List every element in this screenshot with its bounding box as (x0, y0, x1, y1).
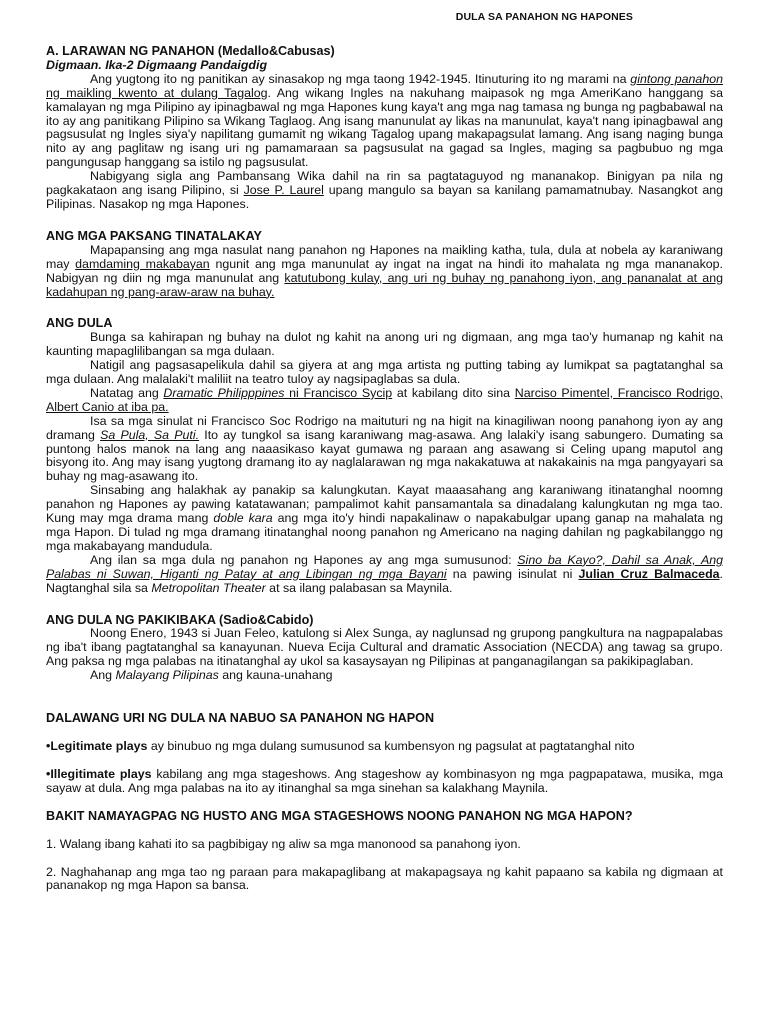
section-heading-larawan: A. LARAWAN NG PANAHON (Medallo&Cabusas) (46, 44, 335, 58)
term-illegitimate-plays: Illegitimate plays (50, 766, 152, 781)
text-run: at sa ilang palabasan sa Maynila. (265, 580, 453, 595)
term-legitimate-plays: Legitimate plays (50, 738, 148, 753)
underline-maikling-kwento: ng maikling kwento at dulang Tagalog (46, 85, 268, 100)
emphasis-gintong-panahon: gintong panahon (630, 71, 723, 86)
text-run: Isa sa mga sinulat ni Francisco Soc Rodrigo na maituturi ng na higit na kinagiliwan noong panahong iyon ay ang dramang (46, 413, 723, 442)
text-run: Ang yugtong ito ng panitikan ay sinasakop ng mga taong 1942-1945. Itinuturing ito ng marami na (90, 71, 631, 86)
text-run: Sinsabing ang halakhak ay panakip sa kalungkutan. Kayat maaasahang ang karaniwang itinatanghal noomng panahon ng Hapones ay pawing katatawanan; pampalimot kahit pansamantala sa dinadalang kalungkutan ng mga tao. Kung may mga drama mang (46, 483, 723, 526)
text-run: ang mga ito'y hindi napakalinaw o napakabulgar upang ganap na mahalata ng mga Hapon. Di tulad ng mga dramang itinatanghal noong panahon ng Americano na naging dahilan ng pagkabilanggo ng mga makabayang mandudula. (46, 511, 723, 553)
text-run: ngunit ang mga manunulat ay ingat na ingat na hindi ito mahalata ng mga mananakop. Nabigyan ng diin ng mga manunulat ang (46, 256, 723, 285)
list-item-legitimate (46, 740, 723, 754)
emphasis-doble-kara: doble kara (213, 511, 273, 526)
paragraph-dula-3 (46, 387, 723, 415)
text-run: . Ang wikang Ingles na nakuhang maipasok ng mga AmeriKano hanggang sa kamalayan ng mga Pilipino ay ipinagbawal ng mga Hapones kung kaya't ang mga nag tamasa ng bunga ng pagbabawal na ito ay ang panitikang Pilipino sa Wikang Taglaog. Ang isang manunulat ay likas na manunulat, kaya't nang ipinagbawal ang pagsusulat ng Ingles siya'y napilitang gumamit ng wikang Tagalog upang makapagsulat lamang. Ang isang naging bunga nito ay ang paglitaw ng isang uri ng pamamaraan sa pagsusulat na gagad sa Ingles, maging sa pagbubuo ng mga pangungusap hanggang sa istilo ng pagsusulat. (46, 85, 723, 170)
paragraph-dula-5 (46, 484, 723, 554)
document-body (46, 45, 723, 893)
section-heading-pakikibaka: ANG DULA NG PAKIKIBAKA (Sadio&Cabido) (46, 612, 314, 627)
paragraph-larawan-1 (46, 73, 723, 170)
list-item-reason-1: 1. Walang ibang kahati ito sa pagbibigay ng aliw sa mga manonood sa panahong iyon. (46, 836, 521, 851)
text-run: . Nagtanghal sila sa (46, 566, 723, 595)
text-run: upang mangulo sa bayan sa kanilang pamamatnubay. Nasangkot ang Pilipinas. Nasakop ng mga Hapones. (46, 183, 723, 211)
list-item-reason-2: 2. Naghahanap ang mga tao ng paraan para makapaglibang at makapagsaya ng kahit papaano sa kabila ng digmaan at pananakop ng mga Hapon sa bansa. (46, 864, 723, 893)
section-heading-bakit: BAKIT NAMAYAGPAG NG HUSTO ANG MGA STAGESHOWS NOONG PANAHON NG MGA HAPON? (46, 808, 633, 823)
title-sa-pula-sa-puti: Sa Pula, Sa Puti. (100, 427, 200, 442)
text-run: ay binubuo ng mga dulang sumusunod sa kumbensyon ng pagsulat at pagtatanghal nito (147, 738, 635, 753)
title-malayang-pilipinas: Malayang Pilipinas (115, 668, 219, 683)
bullet-icon: • (46, 738, 51, 753)
page-header-title: DULA SA PANAHON NG HAPONES (455, 11, 633, 23)
name-julian-cruz-balmaceda: Julian Cruz Balmaceda (578, 566, 720, 581)
text-run: Nabigyang sigla ang Pambansang Wika dahil na rin sa pagtataguyod ng mananakop. Binigyan pa nila ng pagkakataon ang isang Pilipino, si (46, 169, 723, 198)
text-run: na pawing isinulat ni (446, 566, 579, 581)
text-run: Natatag ang (90, 385, 164, 400)
paragraph-larawan-2 (46, 170, 723, 212)
paragraph-pakikibaka-2 (46, 669, 723, 683)
text-run: Mapapansing ang mga nasulat nang panahon ng Hapones na maikling katha, tula, dula at nobela ay karaniwang may (46, 242, 723, 271)
paragraph-dula-2: Natigil ang pagsasapelikula dahil sa giyera at ang mga artista ng putting tabing ay lumikpat sa pagtatanghal sa mga dulaan. Ang malalaki't maliliit na teatro tuloy ay nagsipaglabas sa dula. (46, 358, 723, 387)
text-run: kabilang ang mga stageshows. Ang stageshow ay kombinasyon ng mga pagpapatawa, musika, mga sayaw at dula. Ang mga palabas na ito ay itinanghal sa mga sinehan sa kalakhang Maynila. (46, 766, 723, 795)
paragraph-paksa-1 (46, 244, 723, 300)
names-members: Narciso Pimentel, Francisco Rodrigo, Albert Canio at iba pa. (46, 385, 723, 414)
text-run: Ito ay tungkol sa isang karaniwang mag-asawa. Ang lalaki'y isang sabungero. Dumating sa puntong halos manok na lang ang naaasikaso kayat gumawa ng paraan ang asawang si Celing upang maputol ang bisyong ito. Ang may isang yugtong dramang ito ay naglalarawan ng mga nakakatuwa at nakakainis na mga pangyayari sa buhay ng mag-asawang ito. (46, 427, 723, 484)
underline-katutubong-kulay: katutubong kulay, ang uri ng buhay ng panahong iyon, ang pananalat at ang kadahupan ng pang-araw-araw na buhay. (46, 270, 723, 299)
paragraph-dula-4 (46, 415, 723, 485)
name-jose-laurel: Jose P. Laurel (243, 183, 324, 198)
text-run: at kabilang dito sina (392, 385, 515, 400)
paragraph-dula-1: Bunga sa kahirapan ng buhay na dulot ng kahit na anong uri ng digmaan, ang mga tao'y humanap ng kahit na kaunting mapaglilibangan sa mga dulaan. (46, 330, 723, 359)
paragraph-pakikibaka-1: Noong Enero, 1943 si Juan Feleo, katulong si Alex Sunga, ay naglunsad ng grupong pangkultura na nagpapalabas ng iba't ibang pagtatanghal sa kanayunan. Nueva Ecija Cultural and dramatic Association (NECDA) ang tawag sa grupo. Ang paksa ng mga palabas na itinatanghal ay ukol sa kasaysayan ng Pilipinas at panganagilangan sa pakikipaglaban. (46, 626, 723, 669)
text-run: Ang ilan sa mga dula ng panahon ng Hapones ay ang mga sumusunod: (90, 552, 518, 567)
text-run: Ang (90, 668, 116, 683)
underline-damdaming-makabayan: damdaming makabayan (75, 256, 210, 271)
name-francisco-sycip: ni Francisco Sycip (284, 385, 393, 400)
section-subheading-digmaan: Digmaan. Ika-2 Digmaang Pandaigdig (46, 57, 268, 72)
paragraph-dula-6 (46, 554, 723, 596)
titles-plays-list: Sino ba Kayo?, Dahil sa Anak, Ang Palabas ni Suwan, Higanti ng Patay at ang Libingan ng mga Bayani (46, 552, 724, 581)
bullet-icon: • (46, 766, 51, 781)
section-heading-dalawang-uri: DALAWANG URI NG DULA NA NABUO SA PANAHON NG HAPON (46, 711, 435, 726)
title-dramatic-philippines: Dramatic Philipppines (163, 385, 285, 400)
text-run: ang kauna-unahang (218, 668, 333, 683)
name-metropolitan-theater: Metropolitan Theater (151, 580, 266, 595)
list-item-illegitimate (46, 768, 723, 796)
section-heading-dula: ANG DULA (46, 316, 113, 331)
section-heading-paksa: ANG MGA PAKSANG TINATALAKAY (46, 228, 262, 243)
